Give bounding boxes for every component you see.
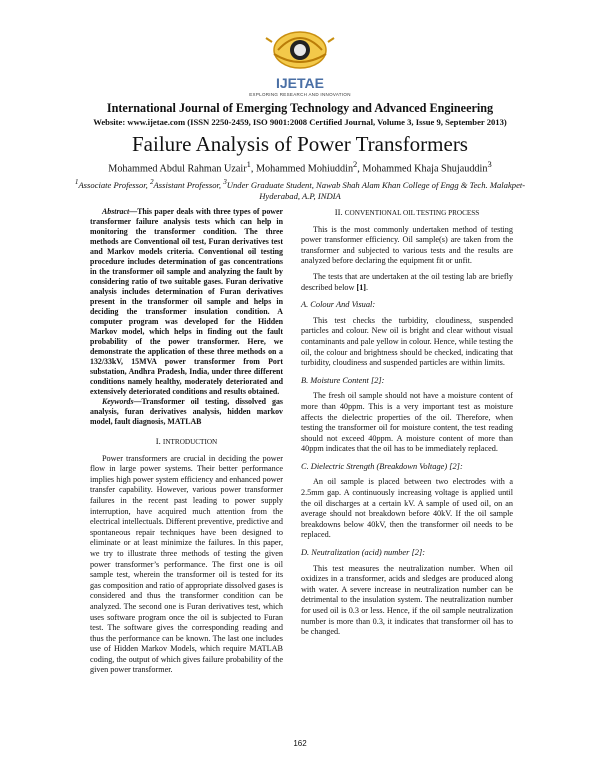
author-superscript: 2 — [353, 159, 358, 169]
citation: [2] — [411, 548, 423, 558]
affil-superscript: 3 — [223, 178, 227, 186]
affil-text: Assistant Professor, — [153, 179, 224, 190]
left-column — [90, 207, 283, 676]
author-name: Mohammed Abdul Rahman Uzair — [108, 163, 247, 175]
keywords-text: —Transformer oil testing, dissolved gas analysis, furan derivatives analysis, hidden markov model, fault diagnosis, MATLAB — [90, 397, 283, 426]
section-number: I. — [155, 436, 161, 446]
paper-title: Failure Analysis of Power Transformers — [132, 132, 468, 156]
keywords — [90, 397, 283, 427]
author-list — [0, 159, 600, 174]
section-title: CONVENTIONAL OIL TESTING PROCESS — [344, 209, 480, 217]
subsection-title: D. Neutralization (acid) number — [301, 548, 412, 558]
author-name: , Mohammed Mohiuddin — [250, 163, 354, 175]
keywords-label: Keywords — [102, 397, 134, 406]
section-heading-oil-testing — [301, 207, 513, 219]
affil-text: Associate Professor, — [78, 179, 150, 190]
affil-superscript: 2 — [149, 178, 154, 186]
paragraph — [301, 272, 513, 293]
journal-name: International Journal of Emerging Technology and Advanced Engineering — [106, 101, 494, 115]
subsection-heading — [301, 548, 513, 559]
affil-text: Under Graduate Student, Nawab Shah Alam Khan College of Engg & Tech. Malakpet- Hyderabad, A.P, INDIA — [226, 179, 526, 201]
punctuation: : — [422, 548, 426, 558]
paragraph: This test measures the neutralization number. When oil oxidizes in a transformer, acids and sledges are produced along with water. A severe increase in neutralization number can be detrimental to the insulation system. The neutralization number for used oil is 0.3 or less. Hence, if the oil sample neutralization number is more than 0.3, it indicates that transformer oil has to be changed. — [301, 563, 513, 637]
paragraph: An oil sample is placed between two electrodes with a 2.5mm gap. A continuously increasing voltage is applied until the oil discharges at a certain kV. A sample of used oil, on an average should not breakdown before 40kV. If the oil sample breakdowns below 40kV, then the transformer oil needs to be replaced. — [301, 477, 513, 540]
abstract-text: —This paper deals with three types of power transformer failure analysis tests which can help in monitoring the transformer condition. The three methods are Conventional oil test, Furan derivatives test and Markov models criteria. Conventional oil testing procedure includes determination of gas concentrations in the transformer oil sample and analyzing the fault by considering ratio of two suitable gases. Furan derivative analysis includes determination of Furan derivatives present in the transformer oil sample and helps in deciding the transformer insulation condition. A computer program was developed for the Hidden Markov model, which helps in finding out the fault probability of the power transformer. Here, we demonstrate the application of these three methods on a 132/33kV, 15MVA power transformer from Port substation, Andhra Pradesh, India, under three different conditions namely healthy, moderately deteriorated and extensively deteriorated conditions and results obtained. — [90, 207, 283, 396]
intro-paragraph: Power transformers are crucial in deciding the power flow in large power systems. Their better performance implies high power system efficiency and enhanced power transfer capability. However, various power transformer failures in the recent past leading to power supply interruption, have acquired much attention from the electrical intellectuals. Different preventive, predictive and spontaneous repair techniques have been designed to eliminate or at least minimize the failures. In this paper, we try to illustrate three methods of testing the given power transformer’s performance. The first one is oil sample test, wherein the transformer oil is tested for its gas composition and ratio of appropriate dissolved gases is considered and thus the transformer condition can be analyzed. The second one is Furan derivatives test, which uses software program once the oil is subjected to Furan test. The software gives the corresponding reading and thus the performance can be known. The last one includes use of Hidden Markov Models, which require MATLAB coding, the output of which gives failure probability of the given power transformer. — [90, 453, 283, 675]
citation: [2] — [370, 375, 382, 385]
journal-info: Website: www.ijetae.com (ISSN 2250-2459, ISO 9001:2008 Certified Journal, Volume 3, Issue 9, September 2013) — [93, 117, 507, 127]
author-name: , Mohammed Khaja Shujauddin — [357, 163, 488, 175]
abstract — [90, 207, 283, 397]
logo-emblem-icon — [266, 32, 334, 68]
citation: [1] — [356, 282, 367, 292]
paragraph: This test checks the turbidity, cloudiness, suspended particles and colour. New oil is bright and clear without visual contaminants and pale yellow in colour. Hence, while testing the oil, the colour and brightness should be checked, indicating that turbidity, cloudiness and suspended particles are within limits. — [301, 315, 513, 368]
journal-logo — [262, 30, 338, 96]
punctuation: . — [366, 282, 369, 292]
page-number: 162 — [293, 739, 307, 748]
punctuation: : — [381, 375, 385, 385]
paragraph: The fresh oil sample should not have a moisture content of more than 40ppm. This is a very important test as moisture affects the dielectric properties of the oil. Therefore, when testing the transformer oil for moisture content, the test reading should not exceed 40ppm. A moisture content of more than 40ppm indicates that the oil has to be immediately replaced. — [301, 391, 513, 454]
section-number: II. — [334, 207, 343, 217]
subsection-heading: A. Colour And Visual: — [301, 300, 376, 310]
right-column — [301, 207, 513, 638]
subsection-title: B. Moisture Content — [301, 375, 371, 385]
author-superscript: 3 — [487, 159, 492, 169]
affil-superscript: 1 — [74, 178, 79, 186]
author-superscript: 1 — [246, 159, 251, 169]
section-heading-introduction — [90, 436, 283, 448]
affiliation — [60, 177, 540, 202]
abstract-label: Abstract — [102, 207, 130, 216]
subsection-title: C. Dielectric Strength (Breakdown Voltage) — [301, 461, 450, 471]
section-title: INTRODUCTION — [162, 438, 218, 446]
subsection-heading — [301, 376, 513, 387]
paragraph-text: The tests that are undertaken at the oil testing lab are briefly described below — [301, 271, 513, 292]
citation: [2] — [449, 461, 460, 471]
logo-text: IJETAE — [276, 75, 324, 91]
logo-tagline: EXPLORING RESEARCH AND INNOVATION — [249, 92, 351, 97]
punctuation: : — [459, 461, 463, 471]
paragraph: This is the most commonly undertaken method of testing power transformer efficiency. Oil sample(s) are taken from the transformer and subjected to various tests and the results are analyzed before declaring the equipment fit or unfit. — [301, 224, 513, 266]
subsection-heading — [301, 462, 513, 473]
